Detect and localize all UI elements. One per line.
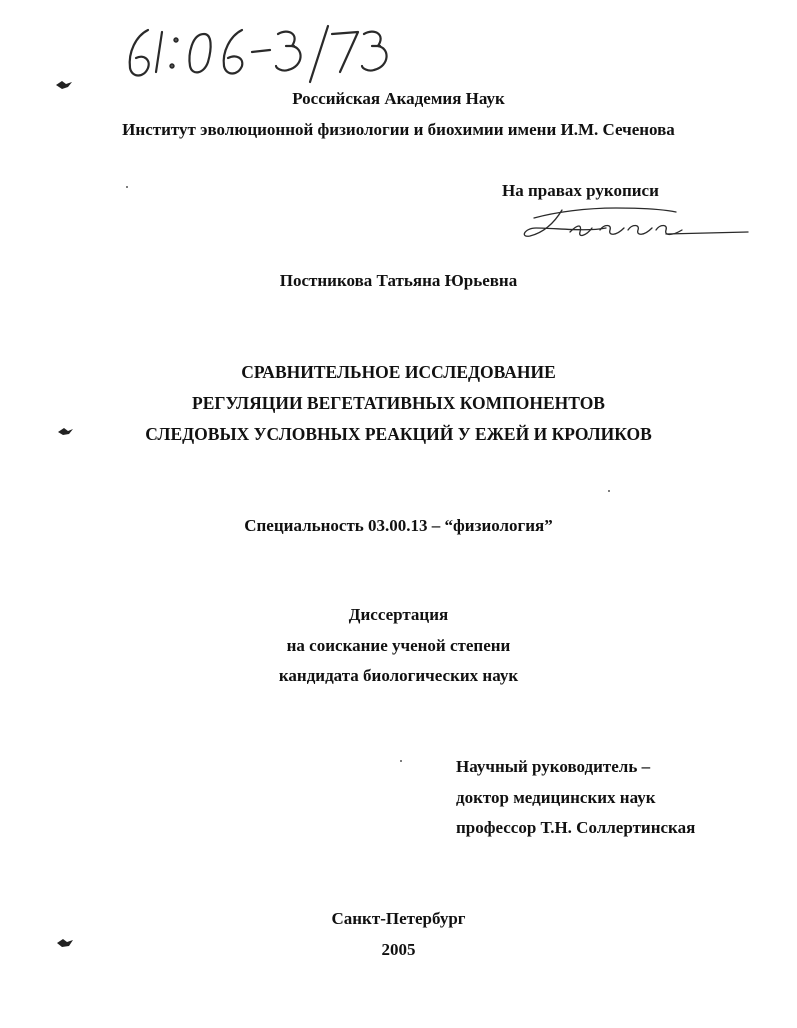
year: 2005: [381, 940, 416, 959]
city: Санкт-Петербург: [331, 909, 466, 928]
signature: [516, 198, 752, 250]
title-line-2: РЕГУЛЯЦИИ ВЕГЕТАТИВНЫХ КОМПОНЕНТОВ: [192, 393, 605, 413]
degree-field: кандидата биологических наук: [278, 666, 519, 685]
degree-purpose: на соискание ученой степени: [286, 636, 511, 655]
supervisor-label: Научный руководитель –: [456, 757, 651, 776]
specialty: Специальность 03.00.13 – “физиология”: [244, 516, 553, 535]
title-line-3: СЛЕДОВЫХ УСЛОВНЫХ РЕАКЦИЙ У ЕЖЕЙ И КРОЛИКОВ: [145, 424, 652, 444]
speck: [126, 186, 128, 188]
supervisor-name: профессор Т.Н. Соллертинская: [456, 818, 696, 837]
speck: [608, 490, 610, 492]
speck: [400, 760, 402, 762]
title-line-1: СРАВНИТЕЛЬНОЕ ИССЛЕДОВАНИЕ: [241, 362, 556, 382]
supervisor-degree: доктор медицинских наук: [456, 788, 656, 807]
author-name: Постникова Татьяна Юрьевна: [279, 271, 518, 290]
handwritten-archive-number: [118, 18, 398, 88]
institute-name: Институт эволюционной физиологии и биохимии имени И.М. Сеченова: [122, 120, 675, 139]
academy-name: Российская Академия Наук: [292, 89, 505, 108]
manuscript-note: На правах рукописи: [502, 181, 659, 200]
degree-type: Диссертация: [348, 605, 449, 624]
